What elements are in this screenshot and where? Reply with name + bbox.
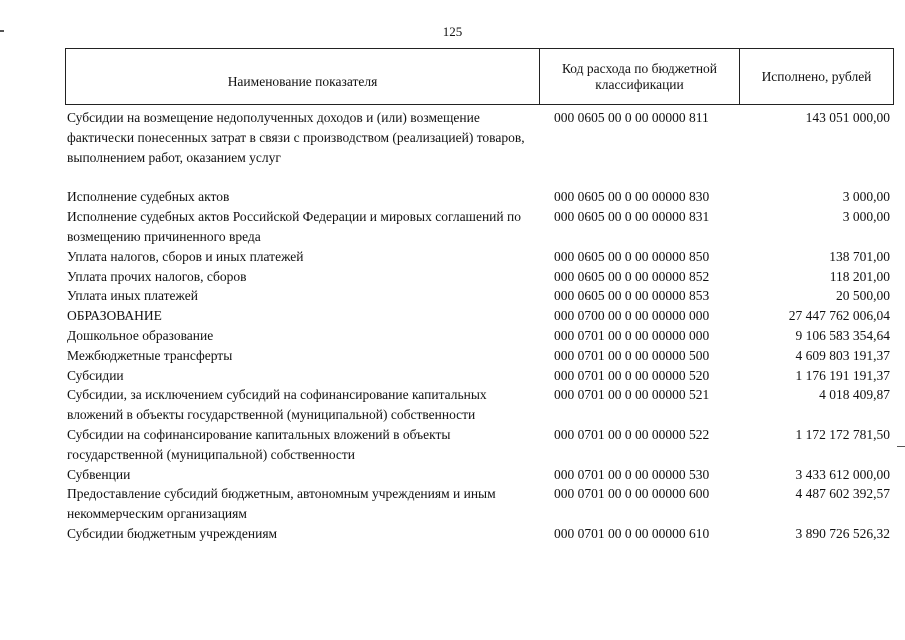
row-amount: 118 201,00: [829, 268, 890, 284]
row-name: Субсидии на возмещение недополученных доходов и (или) возмещение фактически понесенных затрат в связи с производством (реализацией) товаров, выполнением работ, оказанием услуг: [67, 110, 525, 165]
row-name: Дошкольное образование: [67, 327, 214, 343]
table-row: [65, 187, 894, 207]
row-amount: 4 487 602 392,57: [795, 486, 890, 502]
row-amount: 138 701,00: [829, 248, 890, 264]
row-name: Субвенции: [67, 466, 131, 482]
row-name: Исполнение судебных актов Российской Федерации и мировых соглашений по возмещению причиненного вреда: [67, 209, 521, 244]
row-code: 000 0605 00 0 00 00000 811: [554, 110, 709, 125]
row-code: 000 0701 00 0 00 00000 610: [554, 525, 710, 541]
row-amount: 3 433 612 000,00: [795, 466, 890, 482]
row-amount: 4 609 803 191,37: [795, 347, 890, 363]
table-header: [65, 48, 894, 105]
table-row: [65, 425, 894, 465]
row-name: Субсидии на софинансирование капитальных вложений в объекты государственной (муниципальной) собственности: [67, 426, 451, 462]
row-code: 000 0701 00 0 00 00000 600: [554, 486, 710, 502]
table-row: [65, 385, 894, 425]
table-row: [65, 346, 894, 366]
row-amount: 3 000,00: [842, 189, 890, 205]
row-spacer: [65, 167, 894, 187]
row-code: 000 0701 00 0 00 00000 522: [554, 426, 710, 442]
row-name: Предоставление субсидий бюджетным, автономным учреждениям и иным некоммерческим организациям: [67, 486, 496, 522]
row-code: 000 0701 00 0 00 00000 000: [554, 327, 710, 343]
row-amount: 27 447 762 006,04: [788, 308, 890, 324]
table-row: [65, 326, 894, 346]
table-row: [65, 366, 894, 386]
row-code: 000 0605 00 0 00 00000 831: [554, 209, 710, 225]
row-name: ОБРАЗОВАНИЕ: [67, 308, 162, 324]
row-name: Уплата прочих налогов, сборов: [67, 268, 247, 284]
row-code: 000 0701 00 0 00 00000 530: [554, 466, 710, 482]
row-code: 000 0605 00 0 00 00000 830: [554, 189, 710, 205]
table-row: [65, 267, 894, 287]
row-code: 000 0701 00 0 00 00000 520: [554, 367, 710, 383]
row-code: 000 0701 00 0 00 00000 500: [554, 347, 710, 363]
row-name: Субсидии бюджетным учреждениям: [67, 525, 278, 541]
row-amount: 1 172 172 781,50: [795, 426, 890, 442]
page-number: 125: [442, 24, 463, 39]
row-name: Субсидии: [67, 367, 124, 383]
row-amount: 9 106 583 354,64: [795, 327, 890, 343]
row-code: 000 0605 00 0 00 00000 850: [554, 248, 710, 264]
row-code: 000 0701 00 0 00 00000 521: [554, 387, 710, 403]
header-amount: Исполнено, рублей: [761, 68, 872, 84]
table-row: [65, 108, 894, 167]
table-row: [65, 247, 894, 267]
row-amount: 143 051 000,00: [805, 110, 890, 125]
row-code: 000 0700 00 0 00 00000 000: [554, 308, 710, 324]
header-code: Код расхода по бюджетной классификации: [540, 49, 740, 104]
row-amount: 20 500,00: [836, 288, 890, 304]
table-body: [65, 108, 894, 544]
row-name: Уплата налогов, сборов и иных платежей: [67, 248, 304, 264]
row-code: 000 0605 00 0 00 00000 852: [554, 268, 710, 284]
scan-margin-mark: [897, 446, 905, 447]
table-row: [65, 484, 894, 524]
row-name: Уплата иных платежей: [67, 288, 198, 304]
table-row: [65, 207, 894, 247]
table-row: [65, 465, 894, 485]
row-name: Исполнение судебных актов: [67, 189, 230, 205]
row-amount: 3 890 726 526,32: [795, 525, 890, 541]
expenditure-table: [65, 48, 894, 544]
table-row: [65, 306, 894, 326]
row-amount: 4 018 409,87: [819, 387, 890, 403]
row-code: 000 0605 00 0 00 00000 853: [554, 288, 710, 304]
row-amount: 1 176 191 191,37: [795, 367, 890, 383]
table-row: [65, 524, 894, 544]
row-name: Субсидии, за исключением субсидий на софинансирование капитальных вложений в объекты государственной (муниципальной) собственности: [67, 387, 487, 423]
header-name: Наименование показателя: [66, 49, 540, 104]
row-name: Межбюджетные трансферты: [67, 347, 233, 363]
table-row: [65, 286, 894, 306]
row-amount: 3 000,00: [842, 209, 890, 225]
